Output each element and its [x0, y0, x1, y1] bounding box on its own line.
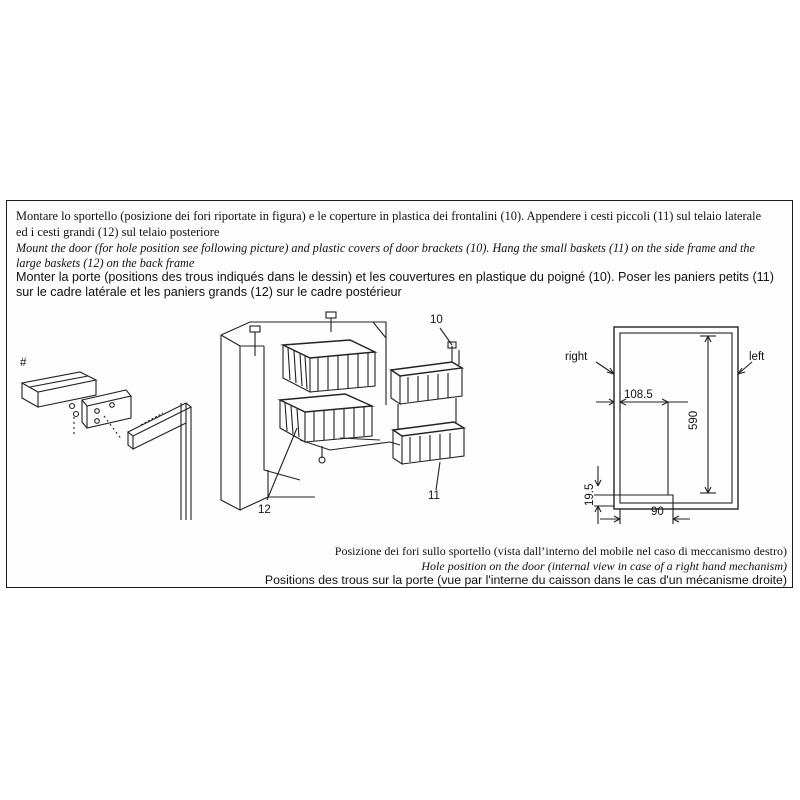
svg-text:#: # — [20, 357, 27, 369]
dim-19-5: 19.5 — [584, 483, 596, 506]
caption-english: Hole position on the door (internal view in case of a right hand mechanism) — [421, 559, 787, 573]
label-right: right — [565, 351, 588, 363]
dim-590: 590 — [688, 410, 700, 430]
instruction-english-line2: large baskets (12) on the back frame — [16, 256, 195, 270]
caption-french: Positions des trous sur la porte (vue par l'interne du caisson dans le cas d'un mécanisme droite) — [264, 573, 787, 587]
label-small-baskets: 11 — [428, 490, 440, 502]
dim-108-5: 108.5 — [624, 389, 653, 401]
instruction-italian-line1: Montare lo sportello (posizione dei fori riportate in figura) e le coperture in plastica dei frontalini (10). Appendere i cesti piccoli (11) sul telaio laterale — [16, 209, 762, 223]
instruction-french-line1: Monter la porte (positions des trous indiqués dans le dessin) et les couvertures en plastique du poigné (10). Poser les paniers petits (11) — [16, 270, 774, 284]
instruction-italian-line2: ed i cesti grandi (12) sul telaio posteriore — [16, 225, 220, 239]
label-door-bracket: 10 — [430, 314, 443, 326]
label-large-baskets: 12 — [258, 504, 271, 516]
instruction-english-line1: Mount the door (for hole position see following picture) and plastic covers of door brackets (10). Hang the small baskets (11) on the side frame and the — [16, 241, 755, 255]
instruction-french-line2: sur le cadre latérale et les paniers grands (12) sur le cadre postérieur — [16, 285, 402, 299]
label-left: left — [749, 351, 765, 363]
caption-italian: Posizione dei fori sullo sportello (vista dall’interno del mobile nel caso di meccanismo destro) — [334, 544, 787, 558]
dim-90: 90 — [651, 506, 664, 518]
